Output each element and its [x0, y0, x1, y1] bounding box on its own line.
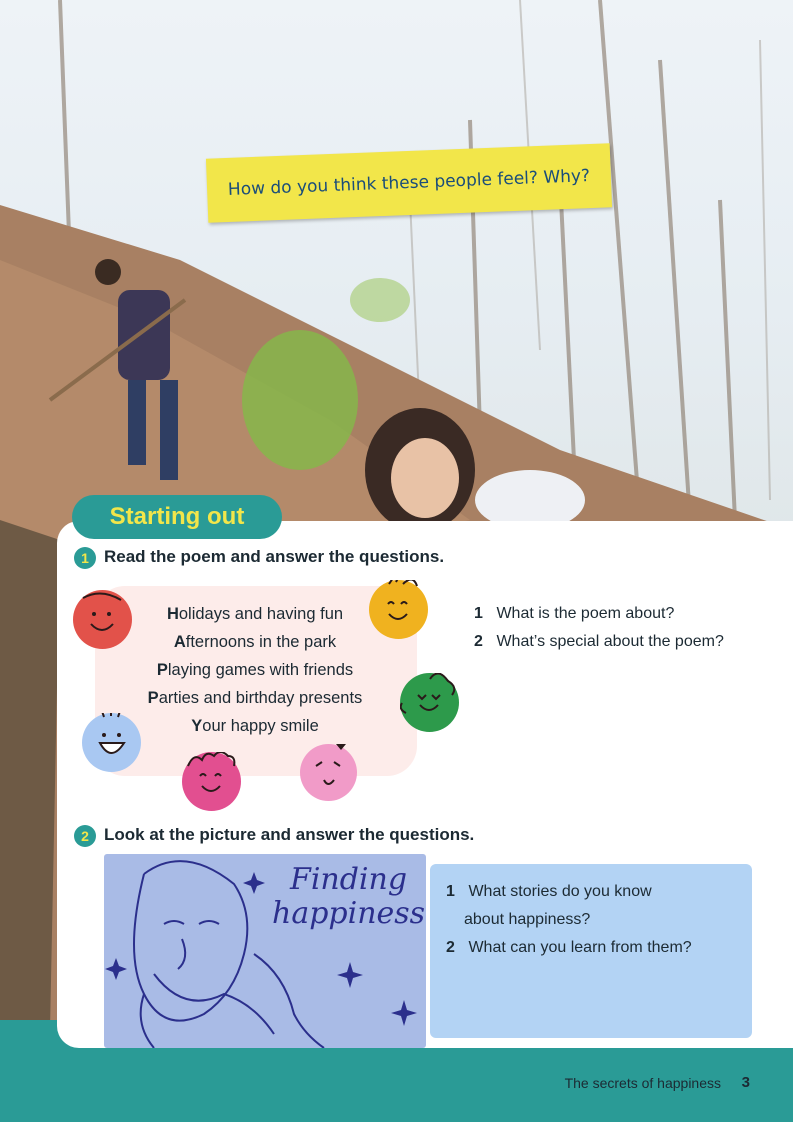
light-pink-face-icon: [300, 744, 357, 801]
acrostic-poem: [110, 600, 400, 740]
sketch-illustration: [104, 854, 426, 1048]
sketch-title-line-2: happiness: [272, 896, 426, 931]
step-1-badge: 1: [74, 547, 96, 569]
question-item: 1 What stories do you know: [446, 883, 652, 900]
section-title: Starting out: [109, 503, 245, 530]
poem-line: Parties and birthday presents: [147, 689, 363, 707]
pink-face-icon: [182, 752, 241, 811]
question-continuation: about happiness?: [464, 911, 591, 928]
question-item: 2 What can you learn from them?: [446, 939, 692, 956]
banner-text: How do you think these people feel? Why?: [227, 166, 591, 200]
step-2-questions: [446, 878, 692, 962]
red-face-icon: [73, 590, 132, 649]
step-2-badge: 2: [74, 825, 96, 847]
green-face-icon: [400, 673, 459, 732]
blue-face-icon: [82, 713, 141, 772]
sketch-title-line-1: Finding: [290, 862, 408, 897]
step-1-title: Read the poem and answer the questions.: [104, 547, 445, 566]
step-1-questions: [474, 600, 724, 656]
page-number: 3: [741, 1074, 750, 1091]
question-item: 2 What’s special about the poem?: [474, 633, 724, 650]
yellow-face-icon: [369, 580, 428, 639]
section-tag: [72, 495, 282, 539]
poem-line: Your happy smile: [191, 717, 319, 735]
poem-line: Playing games with friends: [156, 661, 354, 679]
step-2-question-box: [430, 864, 752, 1038]
question-item: 1 What is the poem about?: [474, 605, 675, 622]
poem-line: Holidays and having fun: [166, 605, 344, 623]
step-2-title: Look at the picture and answer the questions.: [104, 825, 475, 844]
poem-line: Afternoons in the park: [173, 633, 337, 651]
footer-title: The secrets of happiness: [564, 1075, 721, 1091]
